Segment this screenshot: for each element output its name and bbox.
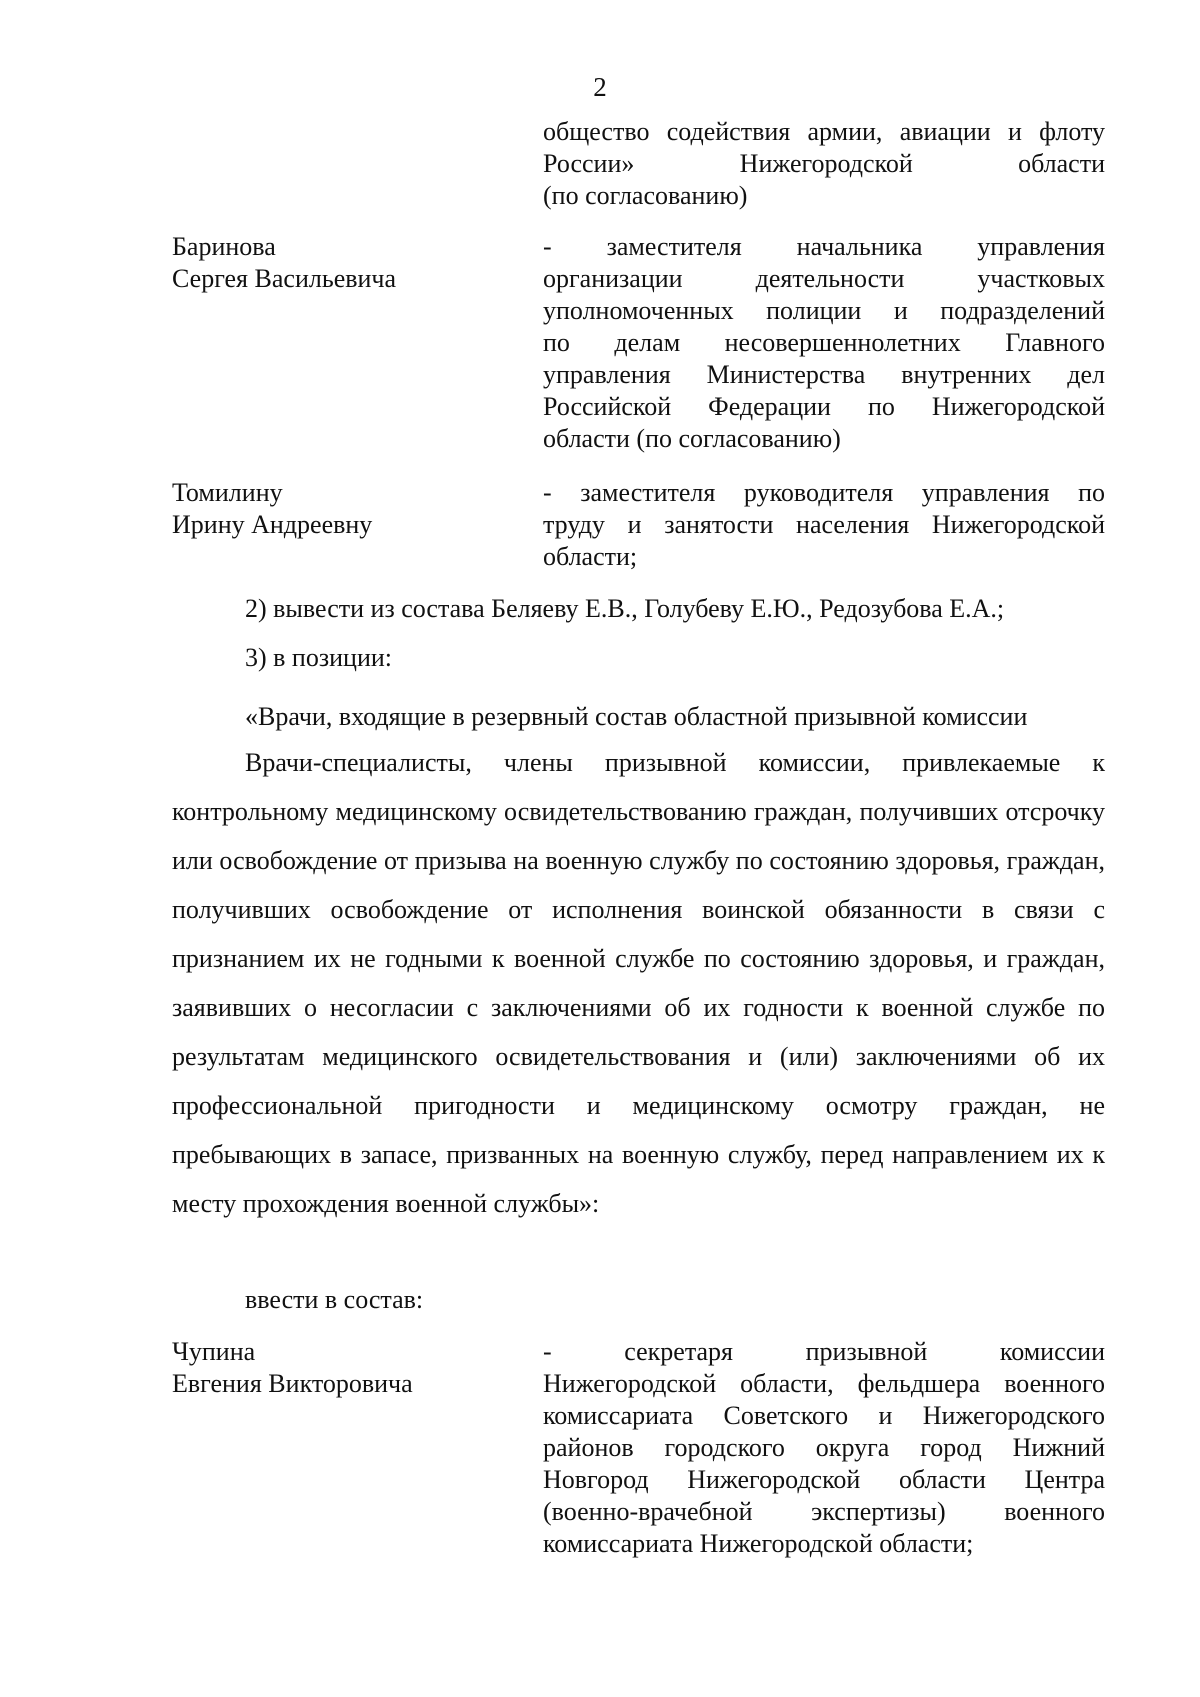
position-line: по делам несовершеннолетних Главного — [543, 328, 1105, 357]
quote-body-paragraph: Врачи-специалисты, члены призывной комиссии, привлекаемые к контрольному медицинскому освидетельствованию граждан, получивших отсрочку или освобождение от призыва на военную службу по состоянию здоровья, граждан, получивших освобождение от исполнения воинской обязанности в связи с признанием их не годными к военной службе по состоянию здоровья, и граждан, заявивших о несогласии с заключениями об их годности к военной службе по результатам медицинского освидетельствования и (или) заключениями об их профессиональной пригодности и медицинскому осмотру граждан, не пребывающих в запасе, призванных на военную службу, перед направлением их к месту прохождения военной службы»: — [172, 748, 1105, 1218]
position-line: труду и занятости населения Нижегородской — [543, 510, 1105, 539]
member-given-names: Ирину Андреевну — [172, 510, 373, 539]
position-line: комиссариата Советского и Нижегородского — [543, 1401, 1105, 1430]
member-position — [543, 1336, 1105, 1560]
member-position — [543, 231, 1105, 455]
quote-heading: «Врачи, входящие в резервный состав областной призывной комиссии — [245, 702, 1028, 731]
member-given-names: Сергея Васильевича — [172, 264, 397, 293]
member-name — [172, 1336, 532, 1400]
member-surname: Томилину — [172, 478, 283, 507]
item-3: 3) в позиции: — [245, 643, 392, 672]
intro-line: общество содействия армии, авиации и флоту — [543, 117, 1105, 146]
member-name — [172, 477, 532, 541]
member-position — [543, 477, 1105, 573]
position-line: уполномоченных полиции и подразделений — [543, 296, 1105, 325]
intro-block — [543, 116, 1105, 212]
member-name — [172, 231, 532, 295]
introduce-label: ввести в состав: — [245, 1285, 424, 1314]
member-given-names: Евгения Викторовича — [172, 1369, 413, 1398]
member-surname: Чупина — [172, 1337, 256, 1366]
position-line: (военно-врачебной экспертизы) военного — [543, 1497, 1105, 1526]
intro-line: (по согласованию) — [543, 181, 748, 210]
position-line: комиссариата Нижегородской области; — [543, 1529, 974, 1558]
position-line: Новгород Нижегородской области Центра — [543, 1465, 1105, 1494]
position-line: организации деятельности участковых — [543, 264, 1105, 293]
item-2: 2) вывести из состава Беляеву Е.В., Голубеву Е.Ю., Редозубова Е.А.; — [245, 594, 1005, 623]
intro-line: России» Нижегородской области — [543, 149, 1105, 178]
position-line: области; — [543, 542, 638, 571]
position-line: Нижегородской области, фельдшера военного — [543, 1369, 1105, 1398]
position-line: районов городского округа город Нижний — [543, 1433, 1105, 1462]
member-surname: Баринова — [172, 232, 276, 261]
page-number: 2 — [593, 72, 607, 102]
position-line: управления Министерства внутренних дел — [543, 360, 1105, 389]
position-line: - заместителя руководителя управления по — [543, 478, 1105, 507]
position-line: - заместителя начальника управления — [543, 232, 1105, 261]
position-line: области (по согласованию) — [543, 424, 841, 453]
position-line: Российской Федерации по Нижегородской — [543, 392, 1105, 421]
position-line: - секретаря призывной комиссии — [543, 1337, 1105, 1366]
